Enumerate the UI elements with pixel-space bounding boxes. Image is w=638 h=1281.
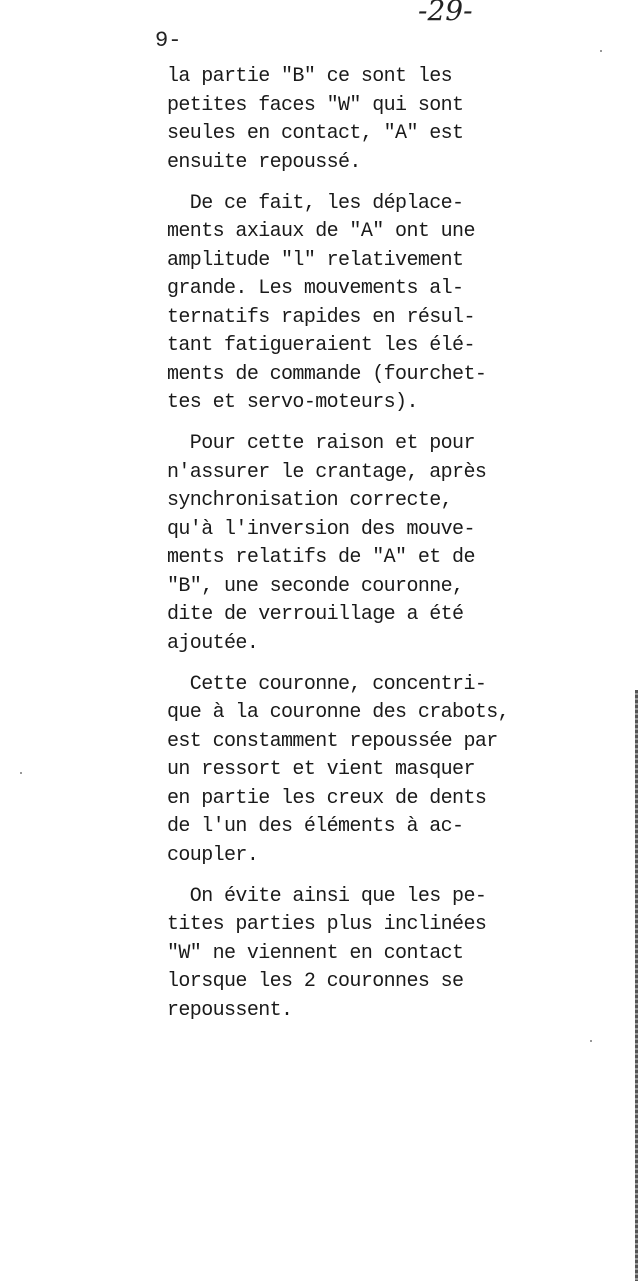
text-line: amplitude "l" relativement: [167, 248, 464, 272]
text-line: la partie "B" ce sont les: [167, 65, 453, 88]
text-line: repoussent.: [167, 998, 293, 1022]
text-line: qu'à l'inversion des mouve-: [167, 517, 475, 541]
text-line: est constamment repoussée par: [167, 729, 498, 753]
text-line: petites faces "W" qui sont: [167, 93, 464, 117]
text-line: grande. Les mouvements al-: [167, 277, 464, 300]
text-line: n'assurer le crantage, après: [167, 460, 487, 484]
scan-speck: [590, 1040, 592, 1042]
text-line: un ressort et vient masquer: [167, 758, 475, 781]
paragraph: [167, 63, 567, 177]
text-line: De ce fait, les déplace-: [167, 191, 464, 215]
page-number: -29-: [418, 0, 473, 27]
text-line: lorsque les 2 couronnes se: [167, 970, 464, 993]
text-line: de l'un des éléments à ac-: [167, 815, 464, 838]
text-line: "B", une seconde couronne,: [167, 574, 464, 598]
text-line: On évite ainsi que les pe-: [167, 884, 487, 908]
scan-speck: [20, 772, 22, 774]
text-line: synchronisation correcte,: [167, 489, 453, 512]
text-line: ments axiaux de "A" ont une: [167, 220, 475, 243]
paragraph: [167, 190, 567, 418]
text-line: ensuite repoussé.: [167, 150, 361, 174]
text-line: tant fatigueraient les élé-: [167, 334, 475, 357]
text-line: tites parties plus inclinées: [167, 913, 487, 936]
text-line: dite de verrouillage a été: [167, 603, 464, 626]
paragraph: [167, 883, 567, 1026]
text-line: Cette couronne, concentri-: [167, 672, 487, 696]
text-line: Pour cette raison et pour: [167, 432, 475, 455]
text-line: seules en contact, "A" est: [167, 122, 464, 145]
text-line: coupler.: [167, 843, 259, 867]
text-line: tes et servo-moteurs).: [167, 391, 418, 414]
text-line: ajoutée.: [167, 631, 259, 655]
text-line: ments de commande (fourchet-: [167, 362, 487, 386]
scan-speck: [600, 50, 602, 52]
text-line: "W" ne viennent en contact: [167, 941, 464, 965]
text-line: ments relatifs de "A" et de: [167, 546, 475, 569]
section-number: 9-: [155, 28, 182, 53]
text-line: en partie les creux de dents: [167, 786, 487, 810]
text-line: ternatifs rapides en résul-: [167, 305, 475, 329]
paragraph: [167, 430, 567, 658]
text-line: que à la couronne des crabots,: [167, 701, 510, 724]
typed-body-text: [167, 63, 567, 1025]
paragraph: [167, 671, 567, 871]
